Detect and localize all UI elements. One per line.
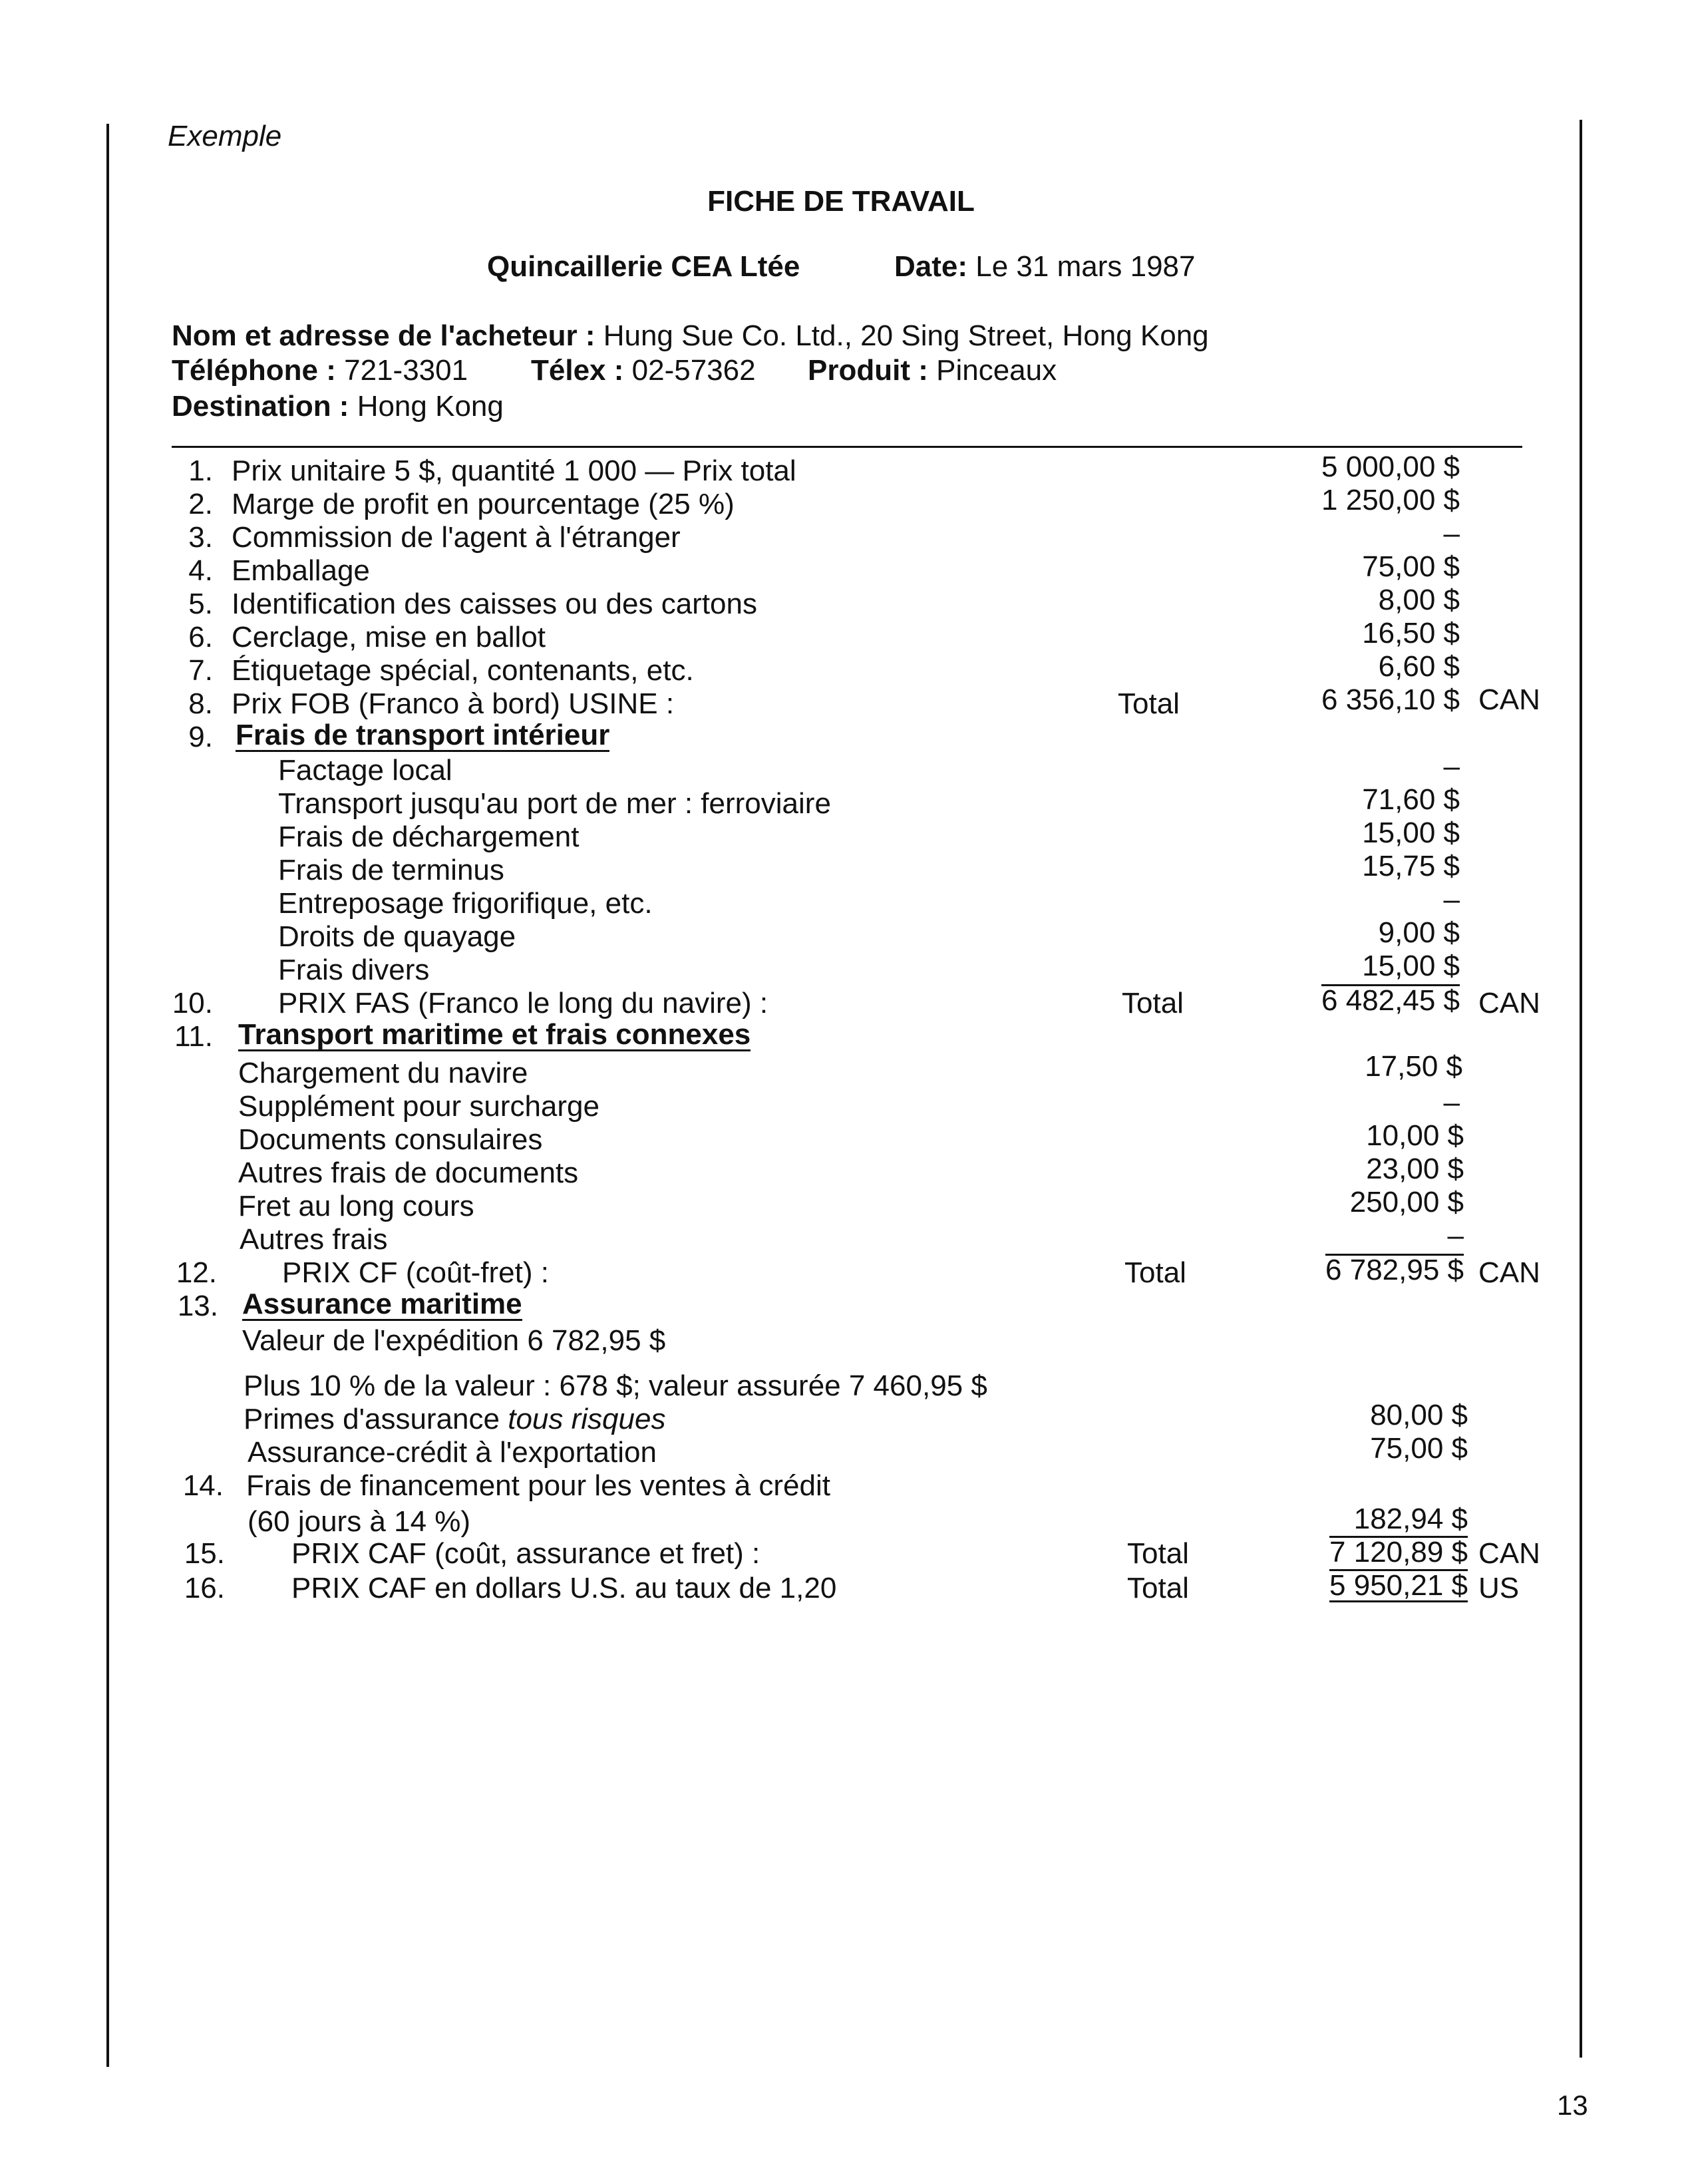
row-label: Autres frais de documents bbox=[238, 1157, 579, 1189]
row-label: Droits de quayage bbox=[278, 920, 516, 953]
table-row bbox=[0, 584, 1682, 621]
row-amount: 8,00 $ bbox=[1378, 584, 1460, 616]
row-amount: 15,00 $ bbox=[1362, 817, 1460, 849]
row-number: 3. bbox=[188, 521, 213, 554]
table-row bbox=[0, 1219, 1682, 1256]
row-total-label: Total bbox=[1122, 987, 1184, 1019]
row-number: 10. bbox=[172, 987, 213, 1019]
table-row bbox=[0, 517, 1682, 554]
row-number: 9. bbox=[188, 721, 213, 753]
section-heading: Frais de transport intérieur bbox=[236, 719, 610, 751]
table-row bbox=[0, 1119, 1682, 1157]
company-name: Quincaillerie CEA Ltée bbox=[487, 250, 800, 283]
row-label: Frais de financement pour les ventes à crédit bbox=[246, 1469, 831, 1502]
row-label: Chargement du navire bbox=[238, 1057, 528, 1089]
telex-label: Télex : bbox=[531, 354, 624, 387]
row-label: Identification des caisses ou des cartons bbox=[232, 588, 758, 620]
row-amount: 75,00 $ bbox=[1362, 550, 1460, 583]
row-amount: 80,00 $ bbox=[1370, 1399, 1468, 1431]
row-amount: 15,00 $ bbox=[1362, 950, 1460, 982]
row-label: Frais divers bbox=[278, 954, 430, 986]
table-row bbox=[0, 1369, 1682, 1403]
table-row bbox=[0, 817, 1682, 854]
row-currency: US bbox=[1478, 1572, 1520, 1604]
row-label: PRIX FAS (Franco le long du navire) : bbox=[278, 987, 768, 1019]
section-heading: Assurance maritime bbox=[242, 1288, 522, 1320]
row-amount: 7 120,89 $ bbox=[1329, 1536, 1468, 1568]
row-label: Plus 10 % de la valeur : 678 $; valeur assurée 7 460,95 $ bbox=[244, 1369, 987, 1402]
table-row bbox=[0, 1186, 1682, 1223]
row-amount: 5 950,21 $ bbox=[1329, 1569, 1468, 1602]
row-currency: CAN bbox=[1478, 1256, 1540, 1289]
row-amount: 75,00 $ bbox=[1370, 1432, 1468, 1465]
table-row bbox=[0, 1432, 1682, 1469]
row-number: 5. bbox=[188, 588, 213, 620]
row-amount: 1 250,00 $ bbox=[1321, 484, 1460, 516]
row-currency: CAN bbox=[1478, 1537, 1540, 1570]
row-label: Factage local bbox=[278, 754, 452, 787]
table-row bbox=[0, 451, 1682, 488]
table-row bbox=[0, 1256, 1682, 1290]
example-label: Exemple bbox=[168, 120, 282, 152]
table-row bbox=[0, 950, 1682, 987]
row-number: 12. bbox=[176, 1256, 217, 1289]
row-label: PRIX CF (coût-fret) : bbox=[282, 1256, 549, 1289]
row-amount: – bbox=[1443, 750, 1460, 783]
row-currency: CAN bbox=[1478, 987, 1540, 1019]
phone-label: Téléphone : bbox=[172, 354, 336, 387]
row-label: Frais de terminus bbox=[278, 854, 504, 886]
row-label: Primes d'assurance bbox=[244, 1403, 500, 1435]
buyer-label: Nom et adresse de l'acheteur : bbox=[172, 319, 595, 352]
row-number: 13. bbox=[177, 1290, 218, 1322]
telex-value: 02-57362 bbox=[631, 354, 756, 387]
product-line bbox=[808, 354, 1057, 387]
row-total-label: Total bbox=[1118, 687, 1180, 720]
table-row bbox=[0, 883, 1682, 920]
row-label: Prix unitaire 5 $, quantité 1 000 — Prix total bbox=[232, 455, 796, 487]
table-row bbox=[0, 984, 1682, 1020]
table-row bbox=[0, 484, 1682, 521]
table-row bbox=[0, 650, 1682, 687]
row-amount: 182,94 $ bbox=[1353, 1503, 1468, 1535]
row-label: Documents consulaires bbox=[238, 1123, 543, 1156]
destination-label: Destination : bbox=[172, 390, 349, 423]
row-amount: 9,00 $ bbox=[1378, 916, 1460, 949]
table-row bbox=[0, 1569, 1682, 1605]
table-row bbox=[0, 1469, 1682, 1503]
date-label: Date: bbox=[894, 250, 968, 283]
row-number: 16. bbox=[184, 1572, 225, 1604]
row-number: 15. bbox=[184, 1537, 225, 1570]
header-divider bbox=[172, 446, 1522, 448]
page-number: 13 bbox=[1557, 2090, 1588, 2121]
destination-line bbox=[172, 390, 504, 423]
table-row bbox=[0, 783, 1682, 820]
row-amount: 5 000,00 $ bbox=[1321, 451, 1460, 483]
row-number: 1. bbox=[188, 455, 213, 487]
row-amount: 15,75 $ bbox=[1362, 850, 1460, 882]
row-label-group bbox=[244, 1403, 665, 1436]
product-value: Pinceaux bbox=[936, 354, 1057, 387]
row-total-label: Total bbox=[1124, 1256, 1186, 1289]
table-row bbox=[0, 1505, 1682, 1539]
row-amount: 23,00 $ bbox=[1366, 1153, 1464, 1185]
table-row bbox=[0, 1399, 1682, 1436]
date-value: Le 31 mars 1987 bbox=[975, 250, 1196, 283]
table-row bbox=[0, 1324, 1682, 1358]
row-label: Commission de l'agent à l'étranger bbox=[232, 521, 681, 554]
row-number: 14. bbox=[182, 1469, 224, 1502]
row-amount: 17,50 $ bbox=[1365, 1050, 1462, 1083]
table-row bbox=[0, 1153, 1682, 1190]
row-number: 7. bbox=[188, 654, 213, 687]
row-label: Emballage bbox=[232, 554, 370, 587]
row-label: Entreposage frigorifique, etc. bbox=[278, 887, 653, 920]
table-row bbox=[0, 721, 1682, 754]
row-amount: 250,00 $ bbox=[1349, 1186, 1464, 1218]
row-number: 2. bbox=[188, 488, 213, 520]
table-row bbox=[0, 617, 1682, 654]
buyer-line bbox=[172, 319, 1209, 353]
row-label: PRIX CAF en dollars U.S. au taux de 1,20 bbox=[291, 1572, 837, 1604]
table-row bbox=[0, 1050, 1682, 1090]
row-label: Supplément pour surcharge bbox=[238, 1090, 599, 1123]
row-label: Valeur de l'expédition 6 782,95 $ bbox=[242, 1324, 666, 1357]
row-amount: 6,60 $ bbox=[1378, 650, 1460, 683]
row-label: Transport jusqu'au port de mer : ferroviaire bbox=[278, 787, 831, 820]
row-amount: 6 482,45 $ bbox=[1321, 984, 1460, 1017]
row-label: Autres frais bbox=[240, 1223, 388, 1256]
row-total-label: Total bbox=[1127, 1572, 1189, 1604]
row-label: Frais de déchargement bbox=[278, 820, 580, 853]
destination-value: Hong Kong bbox=[357, 390, 504, 423]
table-row bbox=[0, 916, 1682, 954]
row-currency: CAN bbox=[1478, 683, 1540, 716]
row-number: 8. bbox=[188, 687, 213, 720]
row-label: (60 jours à 14 %) bbox=[248, 1505, 471, 1538]
table-row bbox=[0, 1020, 1682, 1053]
row-total-label: Total bbox=[1127, 1537, 1189, 1570]
row-number: 4. bbox=[188, 554, 213, 587]
row-amount: – bbox=[1447, 1219, 1464, 1252]
page-title: FICHE DE TRAVAIL bbox=[707, 185, 975, 218]
table-row bbox=[0, 850, 1682, 887]
buyer-value: Hung Sue Co. Ltd., 20 Sing Street, Hong Kong bbox=[603, 319, 1209, 352]
row-amount: 10,00 $ bbox=[1366, 1119, 1464, 1152]
row-number: 11. bbox=[174, 1020, 213, 1053]
phone-line bbox=[172, 354, 468, 387]
table-row bbox=[0, 1086, 1682, 1123]
row-amount: – bbox=[1443, 1086, 1460, 1119]
row-amount: 6 782,95 $ bbox=[1325, 1254, 1464, 1286]
row-amount: – bbox=[1443, 883, 1460, 916]
row-number: 6. bbox=[188, 621, 213, 653]
row-label: Assurance-crédit à l'exportation bbox=[248, 1436, 657, 1469]
table-row bbox=[0, 750, 1682, 787]
row-amount: 6 356,10 $ bbox=[1321, 683, 1460, 716]
row-label: PRIX CAF (coût, assurance et fret) : bbox=[291, 1537, 760, 1570]
row-amount: – bbox=[1443, 517, 1460, 550]
table-row bbox=[0, 1537, 1682, 1570]
row-label: Fret au long cours bbox=[238, 1190, 474, 1222]
row-label: Cerclage, mise en ballot bbox=[232, 621, 546, 653]
row-label: Étiquetage spécial, contenants, etc. bbox=[232, 654, 694, 687]
telex-line bbox=[531, 354, 756, 387]
row-label: Marge de profit en pourcentage (25 %) bbox=[232, 488, 735, 520]
table-row bbox=[0, 1290, 1682, 1323]
row-amount: 71,60 $ bbox=[1362, 783, 1460, 816]
table-row bbox=[0, 683, 1682, 721]
row-amount: 16,50 $ bbox=[1362, 617, 1460, 649]
table-row bbox=[0, 550, 1682, 588]
section-heading: Transport maritime et frais connexes bbox=[238, 1018, 751, 1051]
product-label: Produit : bbox=[808, 354, 928, 387]
phone-value: 721-3301 bbox=[344, 354, 468, 387]
row-label-italic: tous risques bbox=[508, 1403, 666, 1435]
row-label: Prix FOB (Franco à bord) USINE : bbox=[232, 687, 675, 720]
date-line bbox=[894, 250, 1195, 283]
